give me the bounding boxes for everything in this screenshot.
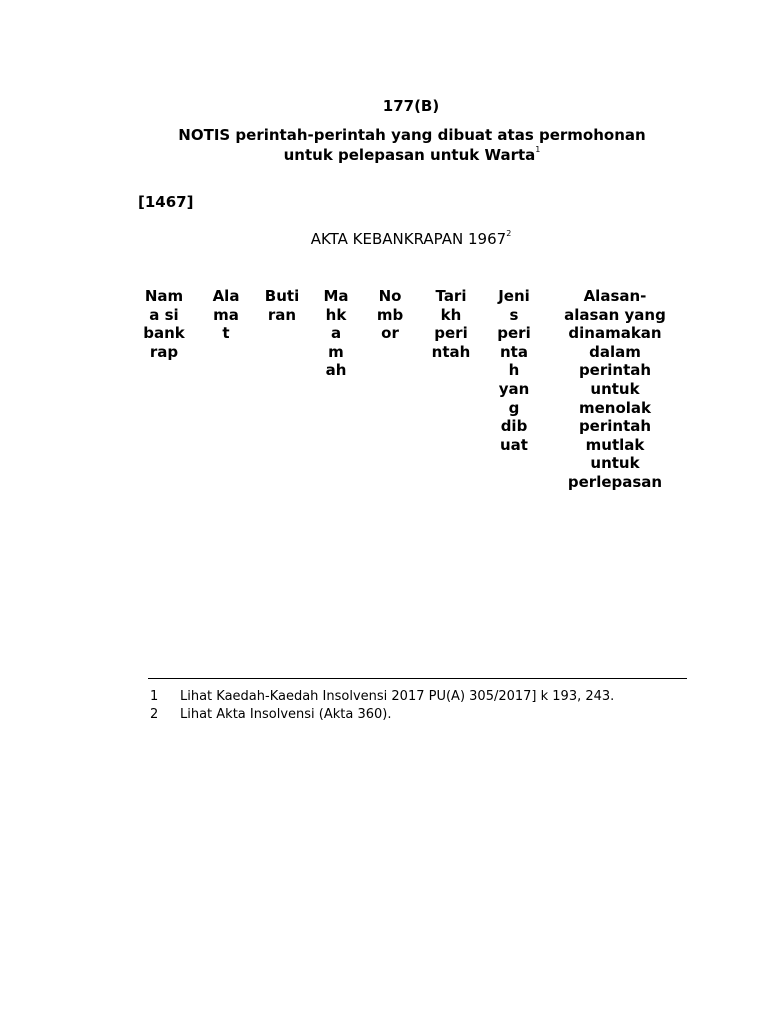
column-header-line: dalam <box>589 342 641 361</box>
column-header-mahkamah <box>318 287 354 380</box>
column-header-line: Ala <box>212 287 240 305</box>
column-header-alasan <box>555 287 675 492</box>
column-header-line: uat <box>500 435 528 454</box>
column-header-line: menolak <box>578 398 652 417</box>
column-header-line: Buti <box>264 287 300 305</box>
column-header-line: ma <box>213 305 239 324</box>
column-header-line: s <box>509 305 519 324</box>
column-header-line: Ma <box>323 287 349 305</box>
title-footnote-mark: 1 <box>535 145 541 154</box>
column-header-line: peri <box>497 324 531 343</box>
footnote-number: 2 <box>150 707 159 722</box>
column-header-line: alasan yang <box>564 305 666 324</box>
column-header-butiran <box>261 287 303 324</box>
column-header-line: perlepasan <box>567 472 663 491</box>
footnote-1 <box>150 688 710 706</box>
act-title <box>0 230 768 248</box>
column-header-line: untuk <box>590 379 640 398</box>
footnote-2 <box>150 706 710 724</box>
column-header-line: dib <box>500 417 528 436</box>
column-header-line: or <box>381 324 399 343</box>
column-header-line: mutlak <box>585 435 645 454</box>
form-title <box>140 125 684 165</box>
column-header-line: kh <box>440 305 462 324</box>
form-number: 177(B) <box>382 97 440 115</box>
column-header-tarikh-perintah <box>427 287 475 361</box>
column-header-alamat <box>206 287 246 343</box>
column-header-line: g <box>508 398 520 417</box>
column-header-line: untuk <box>590 454 640 473</box>
column-header-line: bank <box>143 324 185 343</box>
column-header-line: ah <box>325 361 347 380</box>
column-header-line: Jeni <box>498 287 530 305</box>
footnote-text: Lihat Akta Insolvensi (Akta 360). <box>180 707 392 722</box>
column-header-line: hk <box>325 305 347 324</box>
column-header-line: h <box>508 361 520 380</box>
column-header-line: perintah <box>578 417 652 436</box>
column-header-line: yan <box>498 379 530 398</box>
column-header-line: t <box>222 324 230 343</box>
act-title-text: AKTA KEBANKRAPAN 1967 <box>310 230 507 248</box>
column-header-line: ntah <box>431 342 471 361</box>
column-header-line: Alasan- <box>583 287 647 305</box>
form-title-line-1: NOTIS perintah-perintah yang dibuat atas permohonan <box>178 126 646 144</box>
column-header-nombor <box>372 287 408 343</box>
column-header-line: nta <box>500 342 528 361</box>
column-header-line: mb <box>376 305 404 324</box>
footnote-text: Lihat Kaedah-Kaedah Insolvensi 2017 PU(A) 305/2017] k 193, 243. <box>180 689 615 704</box>
footnote-number: 1 <box>150 689 159 704</box>
column-header-line: Tari <box>435 287 467 305</box>
act-footnote-mark: 2 <box>506 229 512 238</box>
footnote-divider <box>148 678 687 679</box>
column-header-line: peri <box>434 324 468 343</box>
column-header-line: m <box>328 342 344 361</box>
form-title-line-2: untuk pelepasan untuk Warta <box>283 146 536 164</box>
column-header-line: rap <box>149 342 179 361</box>
form-reference: [1467] <box>138 193 194 211</box>
footnotes-list <box>150 688 710 724</box>
column-header-nama-si-bankrap <box>140 287 188 361</box>
column-header-jenis-perintah <box>493 287 535 454</box>
column-header-line: a <box>330 324 342 343</box>
column-header-line: dinamakan <box>568 324 662 343</box>
column-header-line: No <box>378 287 402 305</box>
column-header-line: a si <box>149 305 179 324</box>
column-header-line: perintah <box>578 361 652 380</box>
column-header-line: Nam <box>144 287 184 305</box>
column-header-line: ran <box>267 305 297 324</box>
